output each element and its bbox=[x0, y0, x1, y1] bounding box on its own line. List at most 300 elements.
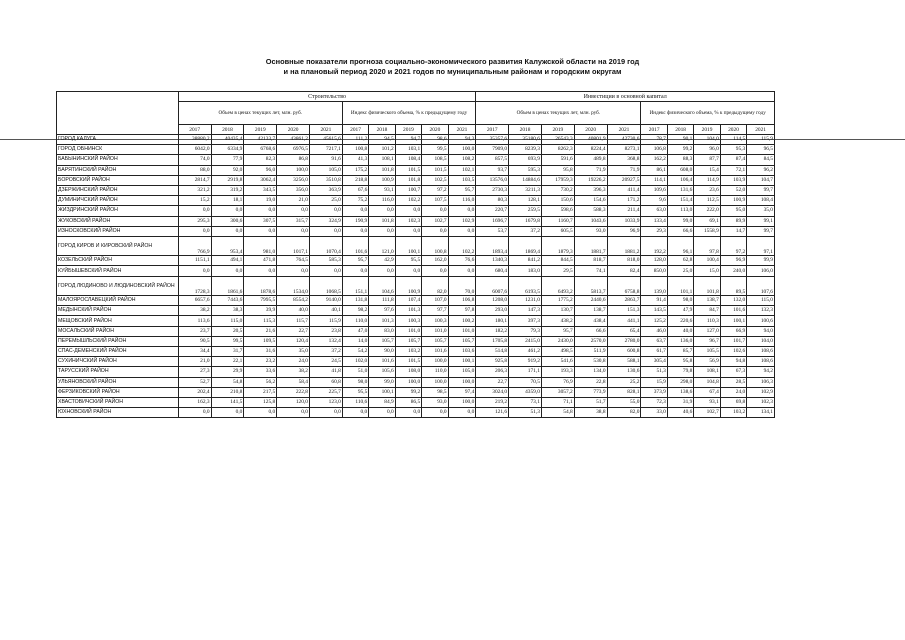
table-row bbox=[57, 236, 775, 255]
value-cell: 74,1 bbox=[574, 266, 607, 276]
district-name-cell: УЛЬЯНОВСКИЙ РАЙОН bbox=[57, 377, 179, 387]
value-cell: 71,9 bbox=[607, 165, 641, 175]
value-cell: 222,8 bbox=[277, 387, 310, 397]
value-cell: 73,1 bbox=[509, 397, 542, 407]
value-cell: 76,6 bbox=[448, 256, 476, 266]
value-cell: 17959,3 bbox=[541, 175, 574, 185]
value-cell: 101,3 bbox=[395, 306, 421, 316]
value-cell: 99,2 bbox=[395, 387, 421, 397]
value-cell: 94,2 bbox=[747, 367, 775, 377]
value-cell: 143,5 bbox=[641, 306, 667, 316]
value-cell: 818,0 bbox=[607, 256, 641, 266]
district-name-cell: ГОРОД ЛЮДИНОВО И ЛЮДИНОВСКИЙ РАЙОН bbox=[57, 276, 179, 295]
table-row bbox=[57, 408, 775, 418]
year-header-cell: 2019 bbox=[395, 125, 421, 135]
value-cell: 109,5 bbox=[244, 336, 277, 346]
value-cell: 43861,2 bbox=[277, 135, 310, 145]
district-name-cell: ДУМИНИЧСКИЙ РАЙОН bbox=[57, 196, 179, 206]
value-cell: 27,3 bbox=[178, 367, 211, 377]
value-cell: 438,4 bbox=[574, 316, 607, 326]
value-cell: 102,0 bbox=[342, 357, 368, 367]
value-cell: 219,2 bbox=[476, 397, 509, 407]
value-cell: 0,0 bbox=[178, 266, 211, 276]
year-header-cell: 2017 bbox=[178, 125, 211, 135]
value-cell: 489,8 bbox=[574, 155, 607, 165]
value-cell: 100,0 bbox=[395, 377, 421, 387]
value-cell: 84,7 bbox=[694, 306, 720, 316]
district-name-cell: БОРОВСКИЙ РАЙОН bbox=[57, 175, 179, 185]
value-cell: 766,9 bbox=[178, 236, 211, 255]
value-cell: 115,0 bbox=[211, 316, 244, 326]
value-cell: 0,0 bbox=[244, 226, 277, 236]
table-row bbox=[57, 226, 775, 236]
value-cell: 1728,3 bbox=[178, 276, 211, 295]
value-cell: 397,3 bbox=[509, 316, 542, 326]
value-cell: 441,1 bbox=[607, 316, 641, 326]
value-cell: 9,6 bbox=[641, 196, 667, 206]
value-cell: 259,5 bbox=[509, 206, 542, 216]
value-cell: 0,0 bbox=[369, 408, 395, 418]
value-cell: 101,1 bbox=[667, 276, 693, 295]
value-cell: 100,1 bbox=[395, 236, 421, 255]
value-cell: 368,8 bbox=[607, 155, 641, 165]
value-cell: 38,2 bbox=[178, 306, 211, 316]
value-cell: 105,7 bbox=[448, 336, 476, 346]
value-cell: 6193,5 bbox=[509, 276, 542, 295]
value-cell: 108,6 bbox=[747, 346, 775, 356]
table-row bbox=[57, 357, 775, 367]
value-cell: 109,6 bbox=[641, 185, 667, 195]
value-cell: 0,0 bbox=[395, 408, 421, 418]
value-cell: 67,4 bbox=[694, 387, 720, 397]
value-cell: 105,0 bbox=[448, 367, 476, 377]
value-cell: 98,5 bbox=[422, 387, 448, 397]
value-cell: 680,4 bbox=[476, 266, 509, 276]
value-cell: 102,9 bbox=[448, 216, 476, 226]
value-cell: 588,1 bbox=[607, 357, 641, 367]
value-cell: 33,0 bbox=[641, 408, 667, 418]
value-cell: 90,5 bbox=[178, 336, 211, 346]
value-cell: 175,2 bbox=[342, 165, 368, 175]
value-cell: 100,0 bbox=[448, 145, 476, 155]
value-cell: 13576,0 bbox=[476, 175, 509, 185]
value-cell: 72,3 bbox=[641, 397, 667, 407]
table-row bbox=[57, 135, 775, 145]
value-cell: 106,3 bbox=[747, 377, 775, 387]
district-name-cell: ЖУКОВСКИЙ РАЙОН bbox=[57, 216, 179, 226]
value-cell: 53,7 bbox=[476, 226, 509, 236]
value-cell: 0,0 bbox=[277, 226, 310, 236]
value-cell: 97,2 bbox=[422, 185, 448, 195]
value-cell: 1696,7 bbox=[476, 216, 509, 226]
value-cell: 76,9 bbox=[541, 377, 574, 387]
value-cell: 588,3 bbox=[574, 206, 607, 216]
value-cell: 51,7 bbox=[574, 397, 607, 407]
district-name-cell: ДЗЕРЖИНСКИЙ РАЙОН bbox=[57, 185, 179, 195]
value-cell: 89,5 bbox=[720, 276, 746, 295]
value-cell: 0,0 bbox=[422, 408, 448, 418]
value-cell: 0,0 bbox=[277, 408, 310, 418]
value-cell: 103,2 bbox=[395, 346, 421, 356]
value-cell: 1017,1 bbox=[277, 236, 310, 255]
district-name-cell: ГОРОД КАЛУГА bbox=[57, 135, 179, 145]
year-header-cell: 2018 bbox=[211, 125, 244, 135]
value-cell: 7909,0 bbox=[476, 145, 509, 155]
value-cell: 841,2 bbox=[509, 256, 542, 266]
forecast-table bbox=[56, 91, 775, 418]
value-cell: 97,6 bbox=[369, 306, 395, 316]
value-cell: 22,8 bbox=[574, 377, 607, 387]
value-cell: 111,8 bbox=[369, 296, 395, 306]
value-cell: 69,8 bbox=[720, 397, 746, 407]
value-cell: 128,0 bbox=[641, 256, 667, 266]
value-cell: 1558,9 bbox=[694, 226, 720, 236]
value-cell: 87,7 bbox=[694, 155, 720, 165]
value-cell: 79,3 bbox=[509, 326, 542, 336]
year-header-cell: 2017 bbox=[641, 125, 667, 135]
value-cell: 220,6 bbox=[667, 316, 693, 326]
value-cell: 0,0 bbox=[448, 226, 476, 236]
district-name-cell: ИЗНОСКОВСКИЙ РАЙОН bbox=[57, 226, 179, 236]
value-cell: 14884,6 bbox=[509, 175, 542, 185]
value-cell: 26543,3 bbox=[541, 135, 574, 145]
value-cell: 134,1 bbox=[747, 408, 775, 418]
value-cell: 98,0 bbox=[342, 377, 368, 387]
value-cell: 123,0 bbox=[310, 397, 343, 407]
value-cell: 343,5 bbox=[244, 185, 277, 195]
value-cell: 183,0 bbox=[509, 266, 542, 276]
value-cell: 438,2 bbox=[541, 316, 574, 326]
value-cell: 99,0 bbox=[369, 377, 395, 387]
value-cell: 0,0 bbox=[448, 206, 476, 216]
value-cell: 108,2 bbox=[448, 155, 476, 165]
value-cell: 307,5 bbox=[244, 216, 277, 226]
value-cell: 60,8 bbox=[310, 377, 343, 387]
table-row bbox=[57, 185, 775, 195]
value-cell: 96,0 bbox=[694, 145, 720, 155]
value-cell: 35,0 bbox=[277, 346, 310, 356]
value-cell: 101,8 bbox=[369, 216, 395, 226]
value-cell: 0,0 bbox=[310, 408, 343, 418]
value-cell: 6007,6 bbox=[476, 276, 509, 295]
table-row bbox=[57, 165, 775, 175]
value-cell: 0,0 bbox=[310, 266, 343, 276]
value-cell: 99,1 bbox=[747, 216, 775, 226]
value-cell: 84,5 bbox=[747, 155, 775, 165]
value-cell: 99,5 bbox=[422, 145, 448, 155]
district-name-cell: СПАС-ДЕМЕНСКИЙ РАЙОН bbox=[57, 346, 179, 356]
value-cell: 70,0 bbox=[448, 276, 476, 295]
value-cell: 100,3 bbox=[422, 316, 448, 326]
year-header-cell: 2020 bbox=[720, 125, 746, 135]
value-cell: 38,3 bbox=[211, 306, 244, 316]
value-cell: 300,6 bbox=[211, 216, 244, 226]
table-row bbox=[57, 306, 775, 316]
value-cell: 315,7 bbox=[277, 216, 310, 226]
value-cell: 99,2 bbox=[667, 145, 693, 155]
value-cell: 94,8 bbox=[720, 357, 746, 367]
value-cell: 103,5 bbox=[448, 175, 476, 185]
value-cell: 9140,0 bbox=[310, 296, 343, 306]
value-cell: 97,8 bbox=[448, 306, 476, 316]
value-cell: 38880,2 bbox=[178, 135, 211, 145]
value-cell: 919,2 bbox=[509, 357, 542, 367]
year-header-cell: 2017 bbox=[476, 125, 509, 135]
value-cell: 93,1 bbox=[694, 397, 720, 407]
value-cell: 121,6 bbox=[476, 408, 509, 418]
value-cell: 61,7 bbox=[641, 346, 667, 356]
table-row bbox=[57, 377, 775, 387]
value-cell: 1705,8 bbox=[476, 336, 509, 346]
value-cell: 101,0 bbox=[422, 326, 448, 336]
value-cell: 151,4 bbox=[667, 196, 693, 206]
value-cell: 0,0 bbox=[342, 226, 368, 236]
value-cell: 15,2 bbox=[178, 196, 211, 206]
value-cell: 225,7 bbox=[310, 387, 343, 397]
value-cell: 108,5 bbox=[422, 155, 448, 165]
value-cell: 134,0 bbox=[574, 367, 607, 377]
value-cell: 132,3 bbox=[747, 306, 775, 316]
district-name-cell: МЕЩОВСКИЙ РАЙОН bbox=[57, 316, 179, 326]
value-cell: 206,3 bbox=[476, 367, 509, 377]
year-header-cell: 2021 bbox=[310, 125, 343, 135]
value-cell: 514,8 bbox=[476, 346, 509, 356]
value-cell: 102,1 bbox=[448, 165, 476, 175]
table-row bbox=[57, 397, 775, 407]
value-cell: 363,9 bbox=[310, 185, 343, 195]
value-cell: 56,9 bbox=[694, 357, 720, 367]
value-cell: 324,9 bbox=[310, 216, 343, 226]
value-cell: 100,0 bbox=[448, 397, 476, 407]
value-cell: 138,7 bbox=[694, 296, 720, 306]
value-cell: 105,7 bbox=[369, 336, 395, 346]
value-cell: 0,0 bbox=[211, 226, 244, 236]
value-cell: 19,0 bbox=[244, 196, 277, 206]
value-cell: 95,7 bbox=[448, 185, 476, 195]
value-cell: 87,4 bbox=[720, 155, 746, 165]
value-cell: 171,2 bbox=[607, 196, 641, 206]
value-cell: 31,7 bbox=[211, 346, 244, 356]
year-header-cell: 2019 bbox=[694, 125, 720, 135]
value-cell: 106,0 bbox=[747, 266, 775, 276]
value-cell: 29,9 bbox=[211, 367, 244, 377]
value-cell: 6768,6 bbox=[244, 145, 277, 155]
value-cell: 0,0 bbox=[310, 226, 343, 236]
value-cell: 91,4 bbox=[641, 296, 667, 306]
construction-volume-header: Объем в ценах текущих лет, млн. руб. bbox=[178, 102, 342, 125]
value-cell: 39,9 bbox=[244, 306, 277, 316]
value-cell: 2730,3 bbox=[476, 185, 509, 195]
value-cell: 461,2 bbox=[509, 346, 542, 356]
value-cell: 844,5 bbox=[541, 256, 574, 266]
value-cell: 0,0 bbox=[369, 206, 395, 216]
value-cell: 0,0 bbox=[211, 266, 244, 276]
value-cell: 102,2 bbox=[448, 236, 476, 255]
value-cell: 8262,3 bbox=[541, 145, 574, 155]
value-cell: 138,6 bbox=[667, 387, 693, 397]
value-cell: 1881,2 bbox=[607, 236, 641, 255]
value-cell: 14,7 bbox=[720, 226, 746, 236]
value-cell: 850,0 bbox=[641, 266, 667, 276]
value-cell: 94,5 bbox=[369, 135, 395, 145]
value-cell: 100,0 bbox=[448, 377, 476, 387]
value-cell: 127,0 bbox=[694, 326, 720, 336]
table-row bbox=[57, 387, 775, 397]
value-cell: 101,5 bbox=[395, 165, 421, 175]
year-header-cell: 2019 bbox=[244, 125, 277, 135]
value-cell: 58,4 bbox=[277, 377, 310, 387]
value-cell: 498,5 bbox=[541, 346, 574, 356]
value-cell: 3057,2 bbox=[541, 387, 574, 397]
value-cell: 86,8 bbox=[277, 155, 310, 165]
value-cell: 40,1 bbox=[310, 306, 343, 316]
value-cell: 63,0 bbox=[641, 206, 667, 216]
value-cell: 190,9 bbox=[342, 216, 368, 226]
value-cell: 42133,7 bbox=[244, 135, 277, 145]
value-cell: 102,7 bbox=[422, 216, 448, 226]
value-cell: 14,0 bbox=[342, 336, 368, 346]
value-cell: 100,8 bbox=[422, 236, 448, 255]
value-cell: 8273,1 bbox=[607, 145, 641, 155]
value-cell: 138,7 bbox=[574, 306, 607, 316]
value-cell: 6493,2 bbox=[541, 276, 574, 295]
value-cell: 151,1 bbox=[342, 276, 368, 295]
value-cell: 162,2 bbox=[641, 155, 667, 165]
value-cell: 471,8 bbox=[244, 256, 277, 266]
value-cell: 6976,5 bbox=[277, 145, 310, 155]
year-header-cell: 2018 bbox=[509, 125, 542, 135]
value-cell: 0,0 bbox=[277, 206, 310, 216]
value-cell: 108,1 bbox=[694, 367, 720, 377]
value-cell: 105,7 bbox=[395, 336, 421, 346]
value-cell: 130,6 bbox=[607, 367, 641, 377]
value-cell: 35357,6 bbox=[476, 135, 509, 145]
value-cell: 96,5 bbox=[747, 145, 775, 155]
value-cell: 106,8 bbox=[641, 145, 667, 155]
year-header-cell: 2017 bbox=[342, 125, 368, 135]
value-cell: 84,9 bbox=[369, 397, 395, 407]
value-cell: 96,9 bbox=[720, 256, 746, 266]
value-cell: 97,2 bbox=[720, 236, 746, 255]
district-name-cell: ПЕРЕМЫШЛЬСКИЙ РАЙОН bbox=[57, 336, 179, 346]
value-cell: 101,6 bbox=[369, 357, 395, 367]
year-header-cell: 2019 bbox=[541, 125, 574, 135]
value-cell: 93,0 bbox=[422, 397, 448, 407]
value-cell: 113,0 bbox=[667, 206, 693, 216]
year-header-cell: 2018 bbox=[369, 125, 395, 135]
value-cell: 953,4 bbox=[211, 236, 244, 255]
value-cell: 99,9 bbox=[747, 256, 775, 266]
value-cell: 98,6 bbox=[422, 135, 448, 145]
value-cell: 113,6 bbox=[178, 316, 211, 326]
value-cell: 202,4 bbox=[178, 387, 211, 397]
year-header-cell: 2021 bbox=[448, 125, 476, 135]
value-cell: 0,0 bbox=[178, 408, 211, 418]
value-cell: 116,0 bbox=[448, 196, 476, 206]
table-row bbox=[57, 296, 775, 306]
value-cell: 23,8 bbox=[310, 326, 343, 336]
value-cell: 79,8 bbox=[667, 367, 693, 377]
value-cell: 77,9 bbox=[211, 155, 244, 165]
district-name-cell: БАРЯТИНСКИЙ РАЙОН bbox=[57, 165, 179, 175]
value-cell: 1679,8 bbox=[509, 216, 542, 226]
value-cell: 100,1 bbox=[369, 387, 395, 397]
year-header-cell: 2020 bbox=[277, 125, 310, 135]
value-cell: 100,0 bbox=[422, 377, 448, 387]
value-cell: 92,0 bbox=[211, 165, 244, 175]
value-cell: 193,3 bbox=[541, 367, 574, 377]
value-cell: 2780,0 bbox=[607, 336, 641, 346]
value-cell: 105,0 bbox=[310, 165, 343, 175]
value-cell: 25,0 bbox=[667, 266, 693, 276]
value-cell: 89,9 bbox=[720, 216, 746, 226]
value-cell: 1879,3 bbox=[541, 236, 574, 255]
value-cell: 110,6 bbox=[342, 397, 368, 407]
value-cell: 40,0 bbox=[667, 326, 693, 336]
value-cell: 1869,4 bbox=[509, 236, 542, 255]
value-cell: 20,5 bbox=[211, 326, 244, 336]
value-cell: 105,6 bbox=[369, 367, 395, 377]
value-cell: 162,0 bbox=[422, 256, 448, 266]
value-cell: 151,3 bbox=[607, 306, 641, 316]
value-cell: 78,7 bbox=[641, 135, 667, 145]
value-cell: 321,2 bbox=[178, 185, 211, 195]
value-cell: 21,0 bbox=[178, 357, 211, 367]
value-cell: 66,6 bbox=[574, 326, 607, 336]
value-cell: 96,9 bbox=[607, 226, 641, 236]
value-cell: 88,3 bbox=[667, 155, 693, 165]
value-cell: 7995,5 bbox=[244, 296, 277, 306]
table-row bbox=[57, 206, 775, 216]
value-cell: 222,0 bbox=[694, 206, 720, 216]
value-cell: 0,0 bbox=[342, 206, 368, 216]
value-cell: 34,4 bbox=[178, 346, 211, 356]
value-cell: 24,0 bbox=[720, 387, 746, 397]
value-cell: 71,9 bbox=[574, 165, 607, 175]
value-cell: 373,9 bbox=[641, 387, 667, 397]
value-cell: 7443,6 bbox=[211, 296, 244, 306]
value-cell: 40801,9 bbox=[574, 135, 607, 145]
district-name-cell: МОСАЛЬСКИЙ РАЙОН bbox=[57, 326, 179, 336]
value-cell: 162,3 bbox=[178, 397, 211, 407]
value-cell: 90,0 bbox=[369, 346, 395, 356]
value-cell: 857,5 bbox=[476, 155, 509, 165]
value-cell: 63,7 bbox=[641, 336, 667, 346]
value-cell: 121,0 bbox=[369, 236, 395, 255]
value-cell: 40435,4 bbox=[211, 135, 244, 145]
value-cell: 0,0 bbox=[448, 266, 476, 276]
value-cell: 24,5 bbox=[310, 357, 343, 367]
value-cell: 41,8 bbox=[310, 367, 343, 377]
value-cell: 37,2 bbox=[509, 226, 542, 236]
value-cell: 103,2 bbox=[720, 408, 746, 418]
value-cell: 101,8 bbox=[369, 165, 395, 175]
value-cell: 3211,3 bbox=[509, 185, 542, 195]
value-cell: 108,0 bbox=[395, 367, 421, 377]
district-name-cell: МЕДЫНСКИЙ РАЙОН bbox=[57, 306, 179, 316]
value-cell: 95,3 bbox=[720, 145, 746, 155]
value-cell: 100,0 bbox=[422, 357, 448, 367]
value-cell: 54,8 bbox=[541, 408, 574, 418]
value-cell: 98,2 bbox=[342, 306, 368, 316]
value-cell: 600,8 bbox=[607, 346, 641, 356]
value-cell: 100,1 bbox=[448, 357, 476, 367]
value-cell: 38,2 bbox=[277, 367, 310, 377]
value-cell: 23,2 bbox=[244, 357, 277, 367]
value-cell: 218,8 bbox=[342, 175, 368, 185]
value-cell: 106,4 bbox=[667, 175, 693, 185]
value-cell: 210,8 bbox=[211, 387, 244, 397]
